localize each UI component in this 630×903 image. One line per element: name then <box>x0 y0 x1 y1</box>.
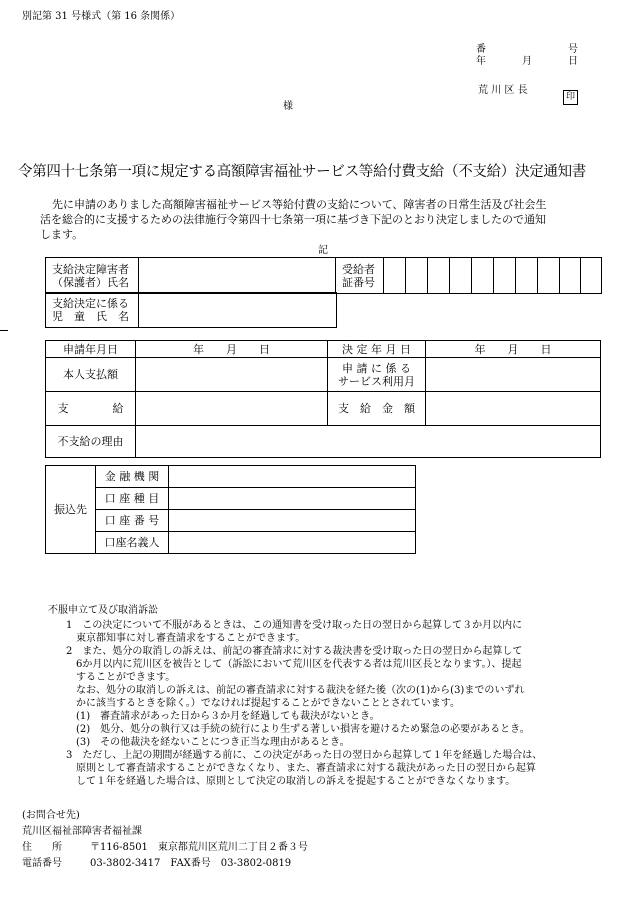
appeal-line-5: することができます。 <box>76 672 176 683</box>
appeal-line-9: (2) 処分、処分の執行又は手続の続行により生ずる著しい損害を避けるため緊急の必要があるとき。 <box>76 724 530 735</box>
recipient-digit-box[interactable] <box>450 258 472 294</box>
appeal-line-7: かに該当するときを除く。）でなければ提起することができないこととされています。 <box>76 698 460 709</box>
appeal-line-11: 3 ただし、上記の期間が経過する前に、この決定があった日の翌日から起算して１年を経過した場合は、 <box>66 750 543 761</box>
ward-head-title: 荒 川 区 長 <box>478 85 528 96</box>
recipient-digit-box[interactable] <box>581 258 602 294</box>
child-table <box>45 292 337 328</box>
date-month-label: 月 <box>522 56 532 67</box>
child-label <box>46 293 139 328</box>
contact-phone-label: 電話番号 <box>22 858 62 869</box>
service-month-field[interactable] <box>426 358 601 392</box>
transfer-label: 振込先 <box>46 466 96 554</box>
appeal-line-4: 6か月以内に荒川区を被告として（訴訟において荒川区を代表する者は荒川区長となります。）、提起 <box>76 659 522 670</box>
intro-line-2: 活を総合的に支援するための法律施行令第四十七条第一項に基づき下記のとおり決定しましたので通知 <box>40 213 546 226</box>
appeal-line-12: 原則として審査請求することができなくなり、また、審査請求に対する裁決があった日の翌日から起算 <box>76 763 536 774</box>
account-number-field[interactable] <box>169 510 416 532</box>
applicant-label <box>46 258 139 294</box>
ki-note: 記 <box>318 245 328 256</box>
bank-label: 金 融 機 関 <box>96 466 169 488</box>
child-label-line1: 支給決定に係る <box>52 297 129 310</box>
recipient-digit-box[interactable] <box>428 258 450 294</box>
appeal-line-2: 東京都知事に対し審査請求をすることができます。 <box>76 633 306 644</box>
number-label-left: 番 <box>476 44 486 55</box>
contact-phone-value: 03-3802-3417 FAX番号 03-3802-0819 <box>90 858 292 869</box>
recipient-digit-box[interactable] <box>538 258 560 294</box>
recipient-digit-box[interactable] <box>560 258 581 294</box>
pay-amount-field[interactable] <box>426 392 601 426</box>
child-name-field[interactable] <box>139 293 337 328</box>
applicant-label-line2: （保護者）氏名 <box>52 275 129 289</box>
recipient-digit-box[interactable] <box>472 258 494 294</box>
recipient-digit-box[interactable] <box>494 258 516 294</box>
account-type-label: 口 座 種 目 <box>96 488 169 510</box>
apply-date-label: 申請年月日 <box>46 341 136 358</box>
appeal-line-8: (1) 審査請求があった日から３か月を経過しても裁決がないとき。 <box>76 711 380 722</box>
recipient-label-line1: 受給者 <box>342 262 375 276</box>
pay-field[interactable] <box>136 392 328 426</box>
seal-mark <box>563 84 578 105</box>
intro-line-3: します。 <box>40 228 84 241</box>
appeal-heading: 不服申立て及び取消訴訟 <box>48 605 158 616</box>
seal-icon: 印 <box>563 90 578 105</box>
child-label-line2: 児 童 氏 名 <box>52 310 129 323</box>
appeal-line-10: (3) その他裁決を経ないことにつき正当な理由があるとき。 <box>76 737 350 748</box>
self-pay-field[interactable] <box>136 358 328 392</box>
recipient-digit-box[interactable] <box>384 258 406 294</box>
service-month-label <box>328 358 426 392</box>
pay-amount-label: 支 給 金 額 <box>328 392 426 426</box>
recipient-number-label <box>336 258 384 294</box>
decision-date-label: 決 定 年 月 日 <box>328 341 426 358</box>
transfer-table <box>45 465 416 554</box>
recipient-digit-box[interactable] <box>406 258 428 294</box>
intro-line-1: 先に申請のありました高額障害福祉サービス等給付費の支給について、障害者の日常生活及び社会生 <box>52 198 547 211</box>
self-pay-label: 本人支払額 <box>46 358 136 392</box>
form-reference: 別記第 31 号様式（第 16 条関係） <box>22 11 181 22</box>
account-type-field[interactable] <box>169 488 416 510</box>
appeal-line-3: 2 また、処分の取消しの訴えは、前記の審査請求に対する裁決書を受け取った日の翌日から起算して <box>66 646 523 657</box>
applicant-table <box>45 257 602 294</box>
apply-date-field[interactable]: 年 月 日 <box>136 341 328 358</box>
contact-department: 荒川区福祉部障害者福祉課 <box>22 826 142 837</box>
contact-address-value: 〒116-8501 東京都荒川区荒川二丁目２番３号 <box>90 842 308 853</box>
service-month-label-line1: 申 請 に 係 る <box>342 361 411 375</box>
number-label-right: 号 <box>568 44 578 55</box>
account-holder-field[interactable] <box>169 532 416 554</box>
date-year-label: 年 <box>476 56 486 67</box>
service-month-label-line2: サービス利用月 <box>338 374 415 388</box>
applicant-label-line1: 支給決定障害者 <box>52 262 129 276</box>
decision-date-field[interactable]: 年 月 日 <box>426 341 601 358</box>
bank-field[interactable] <box>169 466 416 488</box>
reason-field[interactable] <box>136 426 601 458</box>
date-day-label: 日 <box>568 56 578 67</box>
account-number-label: 口 座 番 号 <box>96 510 169 532</box>
addressee-suffix: 様 <box>283 101 293 112</box>
document-title: 令第四十七条第一項に規定する高額障害福祉サービス等給付費支給（不支給）決定通知書 <box>18 164 586 180</box>
pay-label: 支 給 <box>46 392 136 426</box>
reason-label: 不支給の理由 <box>46 426 136 458</box>
contact-address-label: 住 所 <box>22 842 62 853</box>
appeal-line-1: 1 この決定について不服があるときは、この通知書を受け取った日の翌日から起算して３か月以内に <box>66 620 523 631</box>
applicant-name-field[interactable] <box>139 258 336 294</box>
recipient-digit-box[interactable] <box>516 258 538 294</box>
recipient-label-line2: 証番号 <box>342 275 375 289</box>
contact-heading: (お問合せ先) <box>22 810 80 821</box>
decision-table <box>45 340 601 458</box>
fold-mark <box>0 330 8 331</box>
appeal-line-13: して１年を経過した場合は、原則として決定の取消しの訴えを提起することができなくなります。 <box>76 776 516 787</box>
appeal-line-6: なお、処分の取消しの訴えは、前記の審査請求に対する裁決を経た後（次の(1)から(3)までのいずれ <box>76 685 525 696</box>
account-holder-label: 口座名義人 <box>96 532 169 554</box>
